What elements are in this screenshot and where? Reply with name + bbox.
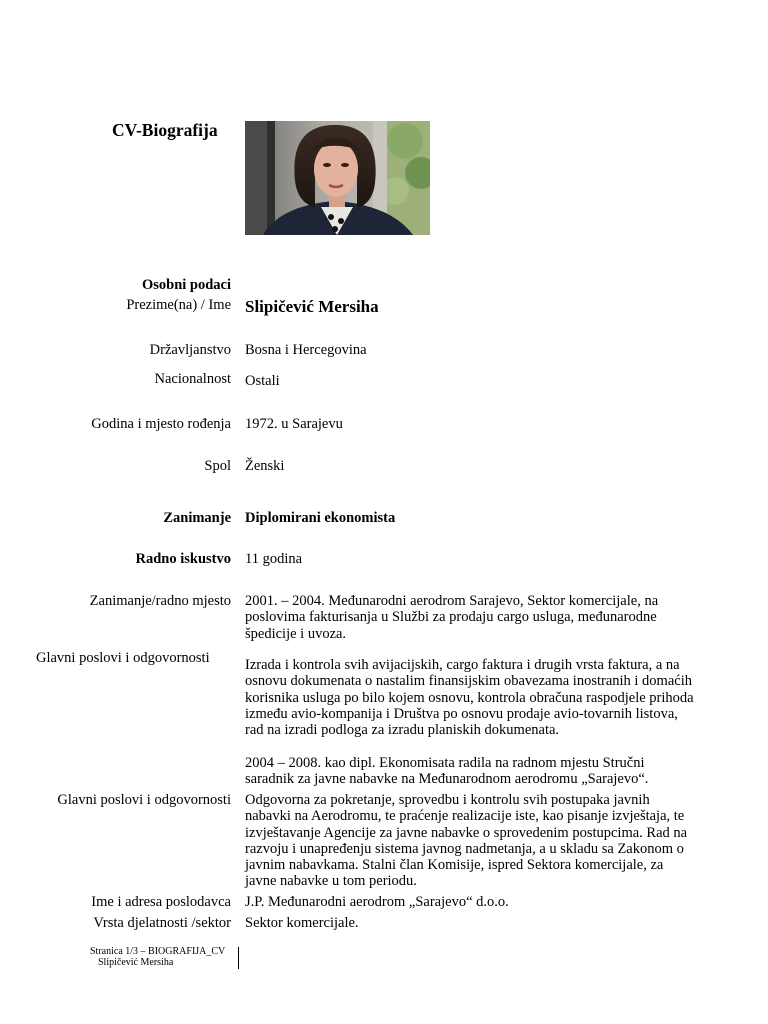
experience-value: 11 godina: [245, 551, 303, 567]
job2-duties-label: Glavni poslovi i odgovornosti: [57, 792, 231, 808]
text-line: 2001. – 2004. Međunarodni aerodrom Sarajevo, Sektor komercijale, na: [245, 593, 659, 609]
portrait-image: [245, 121, 430, 235]
birth-value: 1972. u Sarajevu: [245, 416, 343, 432]
text-line: Izrada i kontrola svih avijacijskih, cargo faktura i drugih vrsta faktura, a na: [245, 657, 680, 673]
employer-value: J.P. Međunarodni aerodrom „Sarajevo“ d.o.o.: [245, 894, 509, 910]
job1-position-label: Zanimanje/radno mjesto: [89, 593, 231, 609]
text-line: Odgovorna za pokretanje, sprovedbu i kontrolu svih postupaka javnih: [245, 792, 650, 808]
text-line: javnim nabavkama. Stalni član Komisije, ispred Sektora komercijale, za: [245, 857, 664, 874]
text-line: nabavki na Aerodromu, te praćenje realizacije iste, kao pisanje izvještaja, te: [245, 808, 685, 825]
nationality-value: Ostali: [245, 373, 280, 389]
citizenship-value: Bosna i Hercegovina: [245, 342, 367, 358]
job2-position-text: [245, 755, 735, 788]
sex-value: Ženski: [245, 458, 285, 474]
sector-value: Sektor komercijale.: [245, 915, 359, 931]
job2-duties-text: [245, 792, 735, 890]
page-title: CV-Biografija: [112, 120, 218, 140]
text-line: javne nabavke u tom periodu.: [245, 873, 417, 890]
name-label: Prezime(na) / Ime: [126, 297, 231, 313]
text-line: razvoju i unapređenju sistema javnog nadmetanja, a u skladu sa Zakonom o: [245, 840, 684, 857]
birth-label: Godina i mjesto rođenja: [91, 416, 231, 432]
experience-label: Radno iskustvo: [135, 551, 231, 567]
nationality-label: Nacionalnost: [154, 371, 231, 387]
job1-position-text: [245, 593, 735, 642]
name-value: Slipičević Mersiha: [245, 297, 379, 316]
employer-label: Ime i adresa poslodavca: [91, 894, 231, 910]
footer-name: Slipičević Mersiha: [98, 956, 174, 968]
text-line: saradnik za javne nabavke na Međunarodnom aerodromu „Sarajevo“.: [245, 771, 649, 788]
text-line: korisnika usluga po bilo kojem osnovu, kontrola obračuna raspodjele prihoda: [245, 689, 694, 706]
text-line: između avio-kompanija i Društva po osnovu prodaje avio-tovarnih listova,: [245, 705, 678, 722]
citizenship-label: Državljanstvo: [149, 342, 231, 358]
job1-duties-text: [245, 657, 735, 738]
text-line: poslovima fakturisanja u Službi za prodaju cargo usluga, međunarodne: [245, 609, 657, 626]
section-personal-data: Osobni podaci: [141, 277, 231, 293]
text-line: špedicije i uvoza.: [245, 625, 347, 642]
text-line: osnovu dokumenata o nastalim finansijskim obavezama inostranih i domaćih: [245, 673, 692, 690]
text-line: rad na izradi podloga za izradu planiskih dokumenata.: [245, 722, 560, 739]
sector-label: Vrsta djelatnosti /sektor: [93, 915, 231, 931]
occupation-label: Zanimanje: [163, 510, 231, 526]
footer-page-number: Stranica 1/3 – BIOGRAFIJA_CV: [90, 946, 226, 957]
sex-label: Spol: [204, 458, 231, 474]
text-line: 2004 – 2008. kao dipl. Ekonomisata radila na radnom mjestu Stručni: [245, 755, 645, 771]
job1-duties-label: Glavni poslovi i odgovornosti: [36, 650, 210, 666]
page-footer: [70, 947, 239, 969]
occupation-value: Diplomirani ekonomista: [245, 510, 396, 526]
text-line: izvještavanje Agencije za javne nabavke o sprovedenim postupcima. Rad na: [245, 824, 688, 841]
portrait-photo: [245, 121, 430, 235]
